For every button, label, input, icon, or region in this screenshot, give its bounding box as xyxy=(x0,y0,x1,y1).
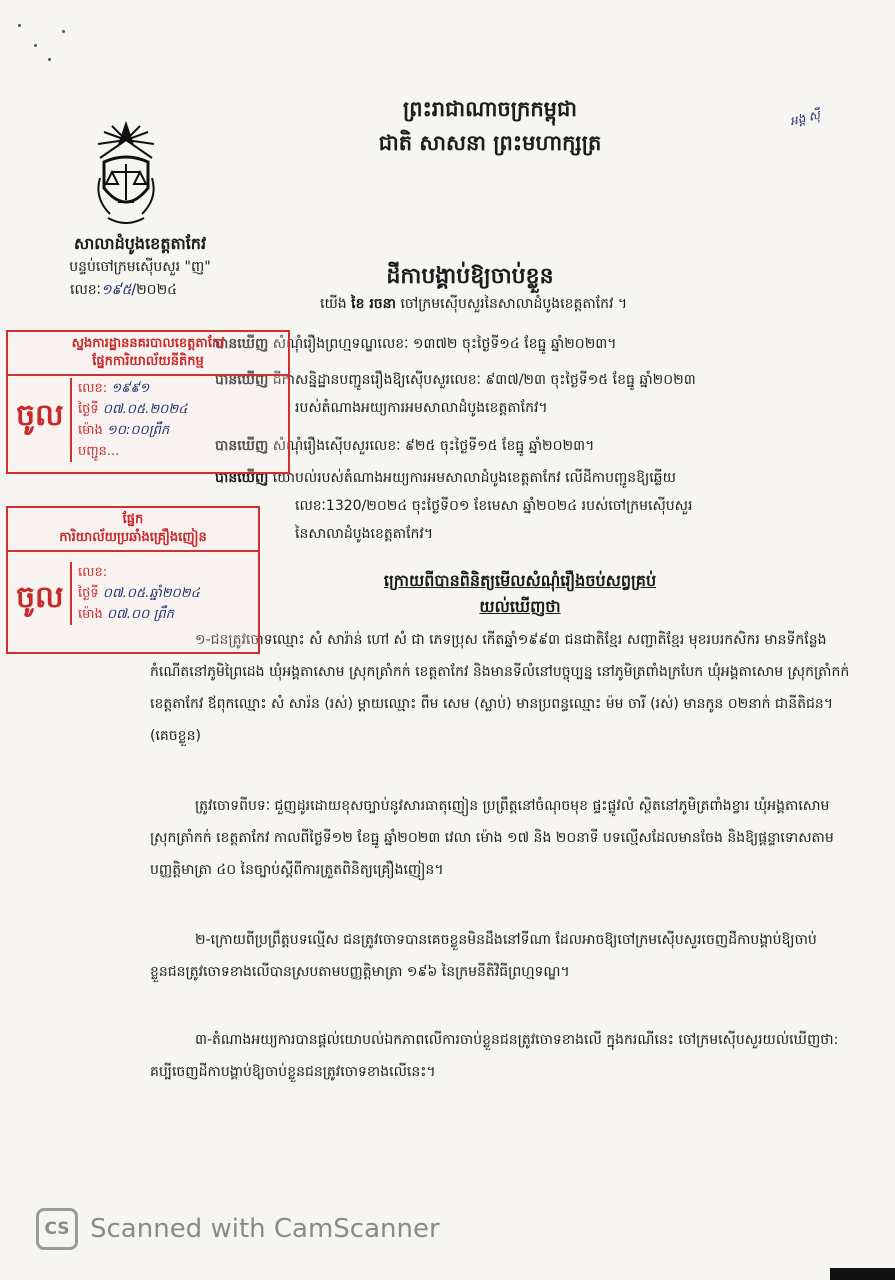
stamp-header-line1: ផ្នែក xyxy=(122,512,144,527)
antidrug-office-received-stamp xyxy=(6,506,260,654)
seen-text-continued-2: នៃសាលាដំបូងខេត្តតាកែវ។ xyxy=(295,526,434,542)
camscanner-label: Scanned with CamScanner xyxy=(90,1214,440,1244)
seen-label: បានឃើញ xyxy=(215,438,269,454)
stamp-fields xyxy=(70,378,282,462)
court-name: សាលាដំបូងខេត្តតាកែវ xyxy=(73,234,207,253)
seen-label: បានឃើញ xyxy=(215,372,269,388)
stamp-field-number: លេខ: ១៩៩១ xyxy=(78,381,150,396)
paragraph-fled: ២-ក្រោយពីប្រព្រឹត្តបទល្មើស ជនត្រូវចោទបានគេចខ្លួនមិនដឹងនៅទីណា ដែលអាចឱ្យចៅក្រមស៊ើបសួរចេញដីកាបង្គាប់ឱ្យចាប់ខ្លួនជនត្រូវចោទខាងលើបានស្របតាមបញ្ញត្តិមាត្រា ១៩៦ នៃក្រមនីតិវិធីព្រហ្មទណ្ឌ។ xyxy=(150,932,817,980)
seen-text: ដីកាសន្និដ្ឋានបញ្ជូនរឿងឱ្យស៊ើបសួរលេខៈ ៩៣៧/២៣ ចុះថ្ងៃទី១៥ ខែធ្នូ ឆ្នាំ២០២៣ xyxy=(272,372,696,388)
kingdom-header xyxy=(330,92,650,160)
national-motto: ជាតិ សាសនា ព្រះមហាក្សត្រ xyxy=(378,131,602,155)
seen-label: បានឃើញ xyxy=(215,336,269,352)
stamp-field-date: ថ្ងៃទី ០៧.០៥.ឆ្នាំ២០២៤ xyxy=(78,586,200,601)
seen-label: បានឃើញ xyxy=(215,470,269,486)
scan-speck xyxy=(62,30,65,33)
seen-clause-1 xyxy=(215,330,880,358)
stamp-field-number: លេខ: xyxy=(78,565,108,580)
seen-clause-4 xyxy=(215,464,880,548)
stamp-fields xyxy=(70,562,252,625)
seen-clause-3 xyxy=(215,432,880,460)
seen-text-continued: លេខៈ1320/២០២៤ ចុះថ្ងៃទី០១ ខែមេសា ឆ្នាំ២០២៤ របស់ចៅក្រមស៊ើបសួរ xyxy=(295,498,693,514)
stamp-header-line1: ស្នងការដ្ឋាននគរបាលខេត្តតាកែវ xyxy=(71,336,225,351)
court-reference xyxy=(40,278,240,302)
stamp-field-time: ម៉ោង ០៧.០០ ព្រឹក xyxy=(78,607,174,622)
stamp-received-mark: ចូល xyxy=(16,580,64,615)
court-identification xyxy=(40,232,240,302)
consideration-heading-line1: ក្រោយពីបានពិនិត្យមើលសំណុំរឿងចប់សព្វគ្រប់ xyxy=(383,571,657,590)
camscanner-logo-icon: CS xyxy=(36,1208,78,1250)
handwritten-corner-note: អង្គ ស៊ី xyxy=(788,107,822,129)
scan-speck xyxy=(34,44,37,47)
stamp-received-mark: ចូល xyxy=(16,398,64,433)
paragraph-accused: ១-ជនត្រូវចោទឈ្មោះ សំ សារ៉ាន់ ហៅ សំ ជា ភេទប្រុស កើតឆ្នាំ១៩៩៣ ជនជាតិខ្មែរ សញ្ជាតិខ្មែរ មុខរបរកសិករ មានទីកន្លែងកំណើតនៅភូមិព្រៃដេង ឃុំអង្គតាសោម ស្រុកត្រាំកក់ ខេត្តតាកែវ និងមានទីលំនៅបច្ចុប្បន្ន នៅភូមិត្រពាំងក្របែក ឃុំអង្គតាសោម ស្រុកត្រាំកក់ ខេត្តតាកែវ ឪពុកឈ្មោះ សំ សារ៉ន (រស់) ម្តាយឈ្មោះ ពឹម សេម (ស្លាប់) មានប្រពន្ធឈ្មោះ ម៉ម ចារី (រស់) មានកូន ០២នាក់ ជានីតិជន។ (គេចខ្លួន) xyxy=(150,632,850,744)
camscanner-watermark xyxy=(36,1208,440,1250)
paragraph-charge: ត្រូវចោទពីបទៈ ជួញដូរដោយខុសច្បាប់នូវសារធាតុញៀន ប្រព្រឹត្តនៅចំណុចមុខ ផ្ទះផ្លូវលំ ស្ថិតនៅភូមិត្រពាំងខ្វារ ឃុំអង្គតាសោម ស្រុកត្រាំកក់ ខេត្តតាកែវ កាលពីថ្ងៃទី១២ ខែធ្នូ ឆ្នាំ២០២៣ វេលា ម៉ោង ១៧ និង ២០នាទី បទល្មើសដែលមានចែង និងឱ្យផ្តន្ទាទោសតាមបញ្ញត្តិមាត្រា ៤០ នៃច្បាប់ស្តីពីការត្រួតពិនិត្យគ្រឿងញៀន។ xyxy=(150,798,834,878)
stamp-field-forward: បញ្ជូន... xyxy=(78,444,120,459)
paragraph-prosecutor-opinion: ៣-តំណាងអយ្យការបានផ្តល់យោបល់ឯកភាពលើការចាប់ខ្លួនជនត្រូវចោទខាងលើ ក្នុងករណីនេះ ចៅក្រមស៊ើបសួរយល់ឃើញថា: គប្បីចេញដីកាបង្គាប់ឱ្យចាប់ខ្លួនជនត្រូវចោទខាងលើនេះ។ xyxy=(150,1032,839,1080)
seen-text-continued: របស់តំណាងអយ្យការអមសាលាដំបូងខេត្តតាកែវ។ xyxy=(295,400,548,416)
stamp-header-line2: ការិយាល័យប្រឆាំងគ្រឿងញៀន xyxy=(59,530,207,545)
stamp-field-date: ថ្ងៃទី ០៧.០៥.២០២៤ xyxy=(78,402,188,417)
stamp-header xyxy=(8,332,288,376)
scan-speck xyxy=(18,24,21,27)
consideration-heading-line2: យល់ឃើញថា xyxy=(479,597,561,616)
court-reference-number: ១៩៥ xyxy=(100,282,132,298)
stamp-header xyxy=(8,508,258,552)
seen-text: សំណុំរឿងព្រហ្មទណ្ឌលេខៈ ១៣៧២ ចុះថ្ងៃទី១៤ ខែធ្នូ ឆ្នាំ២០២៣។ xyxy=(272,336,617,352)
intro-prefix: យើង xyxy=(320,296,347,312)
kingdom-title: ព្រះរាជាណាចក្រកម្ពុជា xyxy=(402,97,577,121)
judge-intro xyxy=(320,294,880,315)
court-emblem-icon xyxy=(90,118,162,230)
scan-edge-artifact xyxy=(830,1268,895,1280)
seen-text: យោបល់របស់តំណាងអយ្យការអមសាលាដំបូងខេត្តតាកែវ លើដីកាបញ្ជូនឱ្យឆ្លើយ xyxy=(272,470,676,486)
intro-rest: ចៅក្រមស៊ើបសួរនៃសាលាដំបូងខេត្តតាកែវ ។ xyxy=(400,296,628,312)
seen-text: សំណុំរឿងស៊ើបសួរលេខៈ ៩២៥ ចុះថ្ងៃទី១៥ ខែធ្នូ ឆ្នាំ២០២៣។ xyxy=(272,438,595,454)
seen-clause-2 xyxy=(215,366,880,422)
scan-speck xyxy=(48,58,51,61)
stamp-field-time: ម៉ោង ១០:០០ព្រឹក xyxy=(78,423,170,438)
court-office: បន្ទប់ចៅក្រមស៊ើបសួរ "ញ" xyxy=(69,259,211,275)
court-reference-label: លេខៈ xyxy=(70,282,101,298)
stamp-header-line2: ផ្នែកការិយាល័យនីតិកម្ម xyxy=(92,354,204,369)
court-reference-year: /២០២៤ xyxy=(131,282,178,298)
consideration-heading xyxy=(320,568,720,620)
document-title: ដីកាបង្គាប់ឱ្យចាប់ខ្លួន xyxy=(386,264,554,289)
police-received-stamp xyxy=(6,330,290,474)
judge-name: ខៃ រចនា xyxy=(351,296,396,312)
